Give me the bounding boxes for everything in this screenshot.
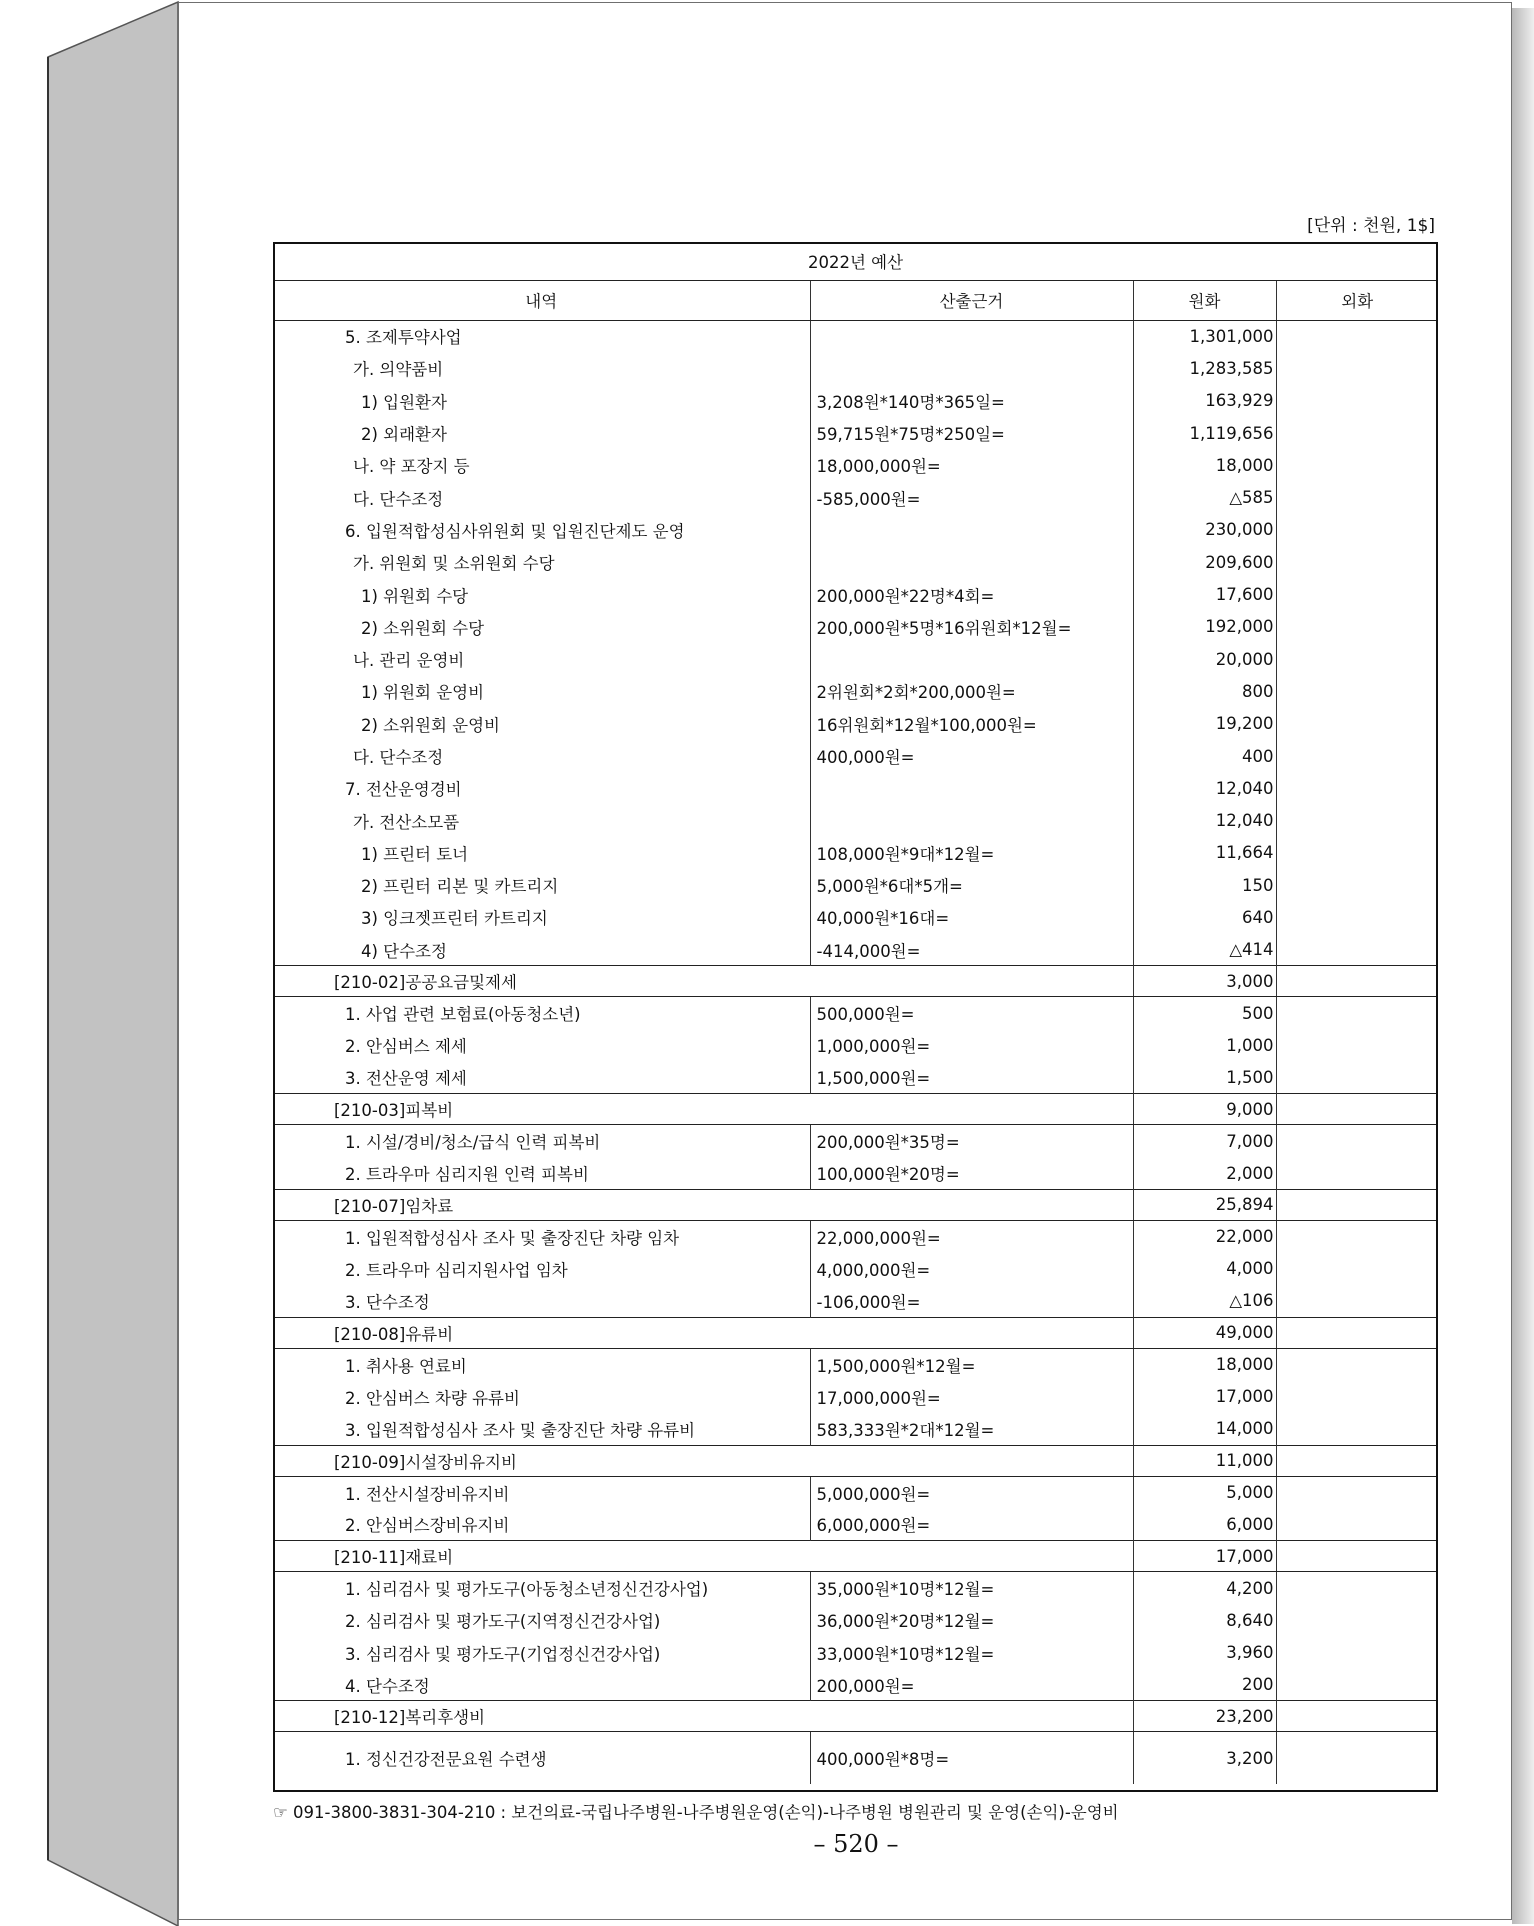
row-item: 1) 위원회 수당 [273,578,810,610]
row-item: 2. 트라우마 심리지원사업 임차 [273,1253,810,1285]
row-basis: 583,333원*2대*12월= [810,1413,1133,1445]
row-basis [810,352,1133,384]
section-row [273,1701,1438,1732]
row-krw: 1,000 [1133,1029,1276,1061]
row-foreign [1276,1604,1438,1636]
row-foreign [1276,481,1438,513]
row-item: 가. 전산소모품 [273,804,810,836]
row-basis: 35,000원*10명*12월= [810,1572,1133,1604]
table-row [273,804,1438,836]
row-foreign [1276,934,1438,966]
row-foreign [1276,997,1438,1029]
row-krw: 17,600 [1133,578,1276,610]
row-basis: 16위원회*12월*100,000원= [810,708,1133,740]
table-row [273,481,1438,513]
table-row [273,1732,1438,1784]
row-basis: 5,000원*6대*5개= [810,869,1133,901]
row-krw: 23,200 [1133,1701,1276,1732]
row-basis: 108,000원*9대*12월= [810,837,1133,869]
table-row [273,320,1438,352]
table-row [273,934,1438,966]
row-item: 1. 사업 관련 보험료(아동청소년) [273,997,810,1029]
row-foreign [1276,417,1438,449]
table-row [273,1125,1438,1157]
unit-label: [단위 : 천원, 1$] [1307,216,1435,236]
row-foreign [1276,1381,1438,1413]
table-row [273,1509,1438,1541]
row-basis: 200,000원= [810,1669,1133,1701]
row-item: 1. 시설/경비/청소/급식 인력 피복비 [273,1125,810,1157]
row-item: 4) 단수조정 [273,934,810,966]
row-foreign [1276,1541,1438,1572]
row-krw: 2,000 [1133,1157,1276,1189]
table-row [273,1572,1438,1604]
table-body [273,320,1438,1784]
row-basis [810,772,1133,804]
row-foreign [1276,772,1438,804]
row-basis: 1,500,000원*12월= [810,1348,1133,1380]
row-foreign [1276,1157,1438,1189]
table-row [273,772,1438,804]
row-basis: 2위원회*2회*200,000원= [810,675,1133,707]
table-row [273,1669,1438,1701]
row-foreign [1276,740,1438,772]
table-row [273,1157,1438,1189]
row-foreign [1276,1669,1438,1701]
table-row [273,1476,1438,1508]
row-basis: 500,000원= [810,997,1133,1029]
table-row [273,708,1438,740]
row-foreign [1276,546,1438,578]
row-item: 1. 전산시설장비유지비 [273,1476,810,1508]
row-krw: 209,600 [1133,546,1276,578]
section-label: [210-12]복리후생비 [273,1701,1133,1732]
row-foreign [1276,1509,1438,1541]
section-row [273,1445,1438,1476]
row-basis: 200,000원*22명*4회= [810,578,1133,610]
section-label: [210-09]시설장비유지비 [273,1445,1133,1476]
row-krw: 12,040 [1133,804,1276,836]
footnote: ☞ 091-3800-3831-304-210 : 보건의료-국립나주병원-나주병원운영(손익)-나주병원 병원관리 및 운영(손익)-운영비 [273,1803,1119,1822]
row-foreign [1276,1029,1438,1061]
row-krw: 400 [1133,740,1276,772]
table-row [273,1253,1438,1285]
row-item: 2. 트라우마 심리지원 인력 피복비 [273,1157,810,1189]
row-basis: 1,500,000원= [810,1062,1133,1094]
row-basis: 6,000,000원= [810,1509,1133,1541]
table-row [273,514,1438,546]
row-basis: 1,000,000원= [810,1029,1133,1061]
row-krw: △106 [1133,1285,1276,1317]
row-foreign [1276,1348,1438,1380]
budget-table [273,242,1438,1784]
table-row [273,611,1438,643]
page-number: – 520 – [813,1830,899,1858]
row-krw: 22,000 [1133,1220,1276,1252]
row-foreign [1276,1094,1438,1125]
table-row [273,901,1438,933]
row-krw: 11,000 [1133,1445,1276,1476]
row-item: 2) 소위원회 운영비 [273,708,810,740]
row-krw: 230,000 [1133,514,1276,546]
row-krw: 25,894 [1133,1189,1276,1220]
row-krw: 4,000 [1133,1253,1276,1285]
row-foreign [1276,385,1438,417]
row-krw: 49,000 [1133,1317,1276,1348]
row-item: 나. 관리 운영비 [273,643,810,675]
row-item: 1) 입원환자 [273,385,810,417]
header-item: 내역 [273,280,810,320]
row-basis: -414,000원= [810,934,1133,966]
row-item: 1. 취사용 연료비 [273,1348,810,1380]
row-krw: 4,200 [1133,1572,1276,1604]
row-item: 2. 안심버스 차량 유류비 [273,1381,810,1413]
table-row [273,417,1438,449]
row-foreign [1276,708,1438,740]
row-foreign [1276,804,1438,836]
row-foreign [1276,1125,1438,1157]
row-foreign [1276,1253,1438,1285]
section-label: [210-07]임차료 [273,1189,1133,1220]
row-item: 1) 프린터 토너 [273,837,810,869]
row-foreign [1276,1476,1438,1508]
section-label: [210-03]피복비 [273,1094,1133,1125]
row-foreign [1276,611,1438,643]
row-item: 7. 전산운영경비 [273,772,810,804]
header-foreign: 외화 [1276,280,1438,320]
row-foreign [1276,675,1438,707]
row-foreign [1276,1413,1438,1445]
row-krw: 800 [1133,675,1276,707]
row-item: 1. 입원적합성심사 조사 및 출장진단 차량 임차 [273,1220,810,1252]
row-item: 가. 의약품비 [273,352,810,384]
row-item: 3) 잉크젯프린터 카트리지 [273,901,810,933]
section-row [273,1541,1438,1572]
row-foreign [1276,1445,1438,1476]
row-foreign [1276,1572,1438,1604]
table-row [273,1604,1438,1636]
table-row [273,675,1438,707]
row-item: 3. 입원적합성심사 조사 및 출장진단 차량 유류비 [273,1413,810,1445]
row-krw: 18,000 [1133,449,1276,481]
row-item: 2) 프린터 리본 및 카트리지 [273,869,810,901]
row-basis: 3,208원*140명*365일= [810,385,1133,417]
row-foreign [1276,837,1438,869]
row-foreign [1276,869,1438,901]
row-foreign [1276,901,1438,933]
row-krw: 17,000 [1133,1381,1276,1413]
table-row [273,449,1438,481]
row-krw: 19,200 [1133,708,1276,740]
table-row [273,1062,1438,1094]
table-row [273,1413,1438,1445]
row-basis: 40,000원*16대= [810,901,1133,933]
row-basis: 200,000원*5명*16위원회*12월= [810,611,1133,643]
row-item: 5. 조제투약사업 [273,320,810,352]
row-foreign [1276,1636,1438,1668]
row-foreign [1276,1189,1438,1220]
row-basis: 22,000,000원= [810,1220,1133,1252]
row-basis: 100,000원*20명= [810,1157,1133,1189]
table-row [273,352,1438,384]
row-item: 1. 심리검사 및 평가도구(아동청소년정신건강사업) [273,1572,810,1604]
table-row [273,385,1438,417]
row-krw: 150 [1133,869,1276,901]
row-item: 다. 단수조정 [273,481,810,513]
row-basis: 18,000,000원= [810,449,1133,481]
row-foreign [1276,643,1438,675]
row-basis [810,804,1133,836]
row-item: 다. 단수조정 [273,740,810,772]
row-krw: 18,000 [1133,1348,1276,1380]
row-item: 1. 정신건강전문요원 수련생 [273,1732,810,1784]
header-basis: 산출근거 [810,280,1133,320]
table-row [273,1220,1438,1252]
row-krw: 14,000 [1133,1413,1276,1445]
table-row [273,1029,1438,1061]
row-item: 2. 심리검사 및 평가도구(지역정신건강사업) [273,1604,810,1636]
row-krw: △414 [1133,934,1276,966]
row-item: 3. 단수조정 [273,1285,810,1317]
row-krw: 640 [1133,901,1276,933]
row-krw: 1,119,656 [1133,417,1276,449]
row-krw: 1,283,585 [1133,352,1276,384]
row-item: 3. 심리검사 및 평가도구(기업정신건강사업) [273,1636,810,1668]
row-krw: △585 [1133,481,1276,513]
row-basis: 5,000,000원= [810,1476,1133,1508]
row-krw: 6,000 [1133,1509,1276,1541]
row-foreign [1276,1317,1438,1348]
row-krw: 1,301,000 [1133,320,1276,352]
table-row [273,1636,1438,1668]
row-item: 나. 약 포장지 등 [273,449,810,481]
row-basis: -585,000원= [810,481,1133,513]
page-shadow [1512,8,1534,1924]
table-row [273,643,1438,675]
row-basis: 200,000원*35명= [810,1125,1133,1157]
row-item: 2) 외래환자 [273,417,810,449]
row-basis: 33,000원*10명*12월= [810,1636,1133,1668]
row-krw: 3,960 [1133,1636,1276,1668]
table-row [273,1381,1438,1413]
row-item: 가. 위원회 및 소위원회 수당 [273,546,810,578]
row-basis: 17,000,000원= [810,1381,1133,1413]
row-krw: 8,640 [1133,1604,1276,1636]
row-basis: -106,000원= [810,1285,1133,1317]
section-label: [210-11]재료비 [273,1541,1133,1572]
row-krw: 12,040 [1133,772,1276,804]
row-krw: 200 [1133,1669,1276,1701]
row-item: 6. 입원적합성심사위원회 및 입원진단제도 운영 [273,514,810,546]
row-krw: 500 [1133,997,1276,1029]
table-row [273,1348,1438,1380]
row-item: 4. 단수조정 [273,1669,810,1701]
row-item: 3. 전산운영 제세 [273,1062,810,1094]
section-row [273,1094,1438,1125]
section-row [273,966,1438,997]
row-item: 2. 안심버스장비유지비 [273,1509,810,1541]
row-basis [810,643,1133,675]
row-basis [810,546,1133,578]
row-basis [810,514,1133,546]
row-foreign [1276,578,1438,610]
row-basis: 36,000원*20명*12월= [810,1604,1133,1636]
row-item: 2) 소위원회 수당 [273,611,810,643]
row-foreign [1276,449,1438,481]
book-spine-side [0,0,180,1926]
table-row [273,740,1438,772]
section-label: [210-02]공공요금및제세 [273,966,1133,997]
row-foreign [1276,352,1438,384]
row-krw: 11,664 [1133,837,1276,869]
row-krw: 20,000 [1133,643,1276,675]
table-row [273,869,1438,901]
table-row [273,997,1438,1029]
section-row [273,1317,1438,1348]
row-foreign [1276,514,1438,546]
table-row [273,546,1438,578]
row-foreign [1276,1701,1438,1732]
table-row [273,1285,1438,1317]
row-basis: 4,000,000원= [810,1253,1133,1285]
row-krw: 3,000 [1133,966,1276,997]
row-foreign [1276,1732,1438,1784]
row-foreign [1276,1285,1438,1317]
row-foreign [1276,1220,1438,1252]
row-basis: 400,000원= [810,740,1133,772]
row-foreign [1276,1062,1438,1094]
row-item: 2. 안심버스 제세 [273,1029,810,1061]
row-krw: 163,929 [1133,385,1276,417]
section-label: [210-08]유류비 [273,1317,1133,1348]
row-krw: 9,000 [1133,1094,1276,1125]
row-basis: 59,715원*75명*250일= [810,417,1133,449]
row-krw: 3,200 [1133,1732,1276,1784]
row-krw: 5,000 [1133,1476,1276,1508]
header-krw: 원화 [1133,280,1276,320]
section-row [273,1189,1438,1220]
table-row [273,578,1438,610]
row-krw: 17,000 [1133,1541,1276,1572]
table-row [273,837,1438,869]
row-krw: 1,500 [1133,1062,1276,1094]
row-foreign [1276,966,1438,997]
row-krw: 192,000 [1133,611,1276,643]
row-foreign [1276,320,1438,352]
table-title: 2022년 예산 [273,242,1438,280]
row-basis: 400,000원*8명= [810,1732,1133,1784]
row-basis [810,320,1133,352]
row-krw: 7,000 [1133,1125,1276,1157]
row-item: 1) 위원회 운영비 [273,675,810,707]
